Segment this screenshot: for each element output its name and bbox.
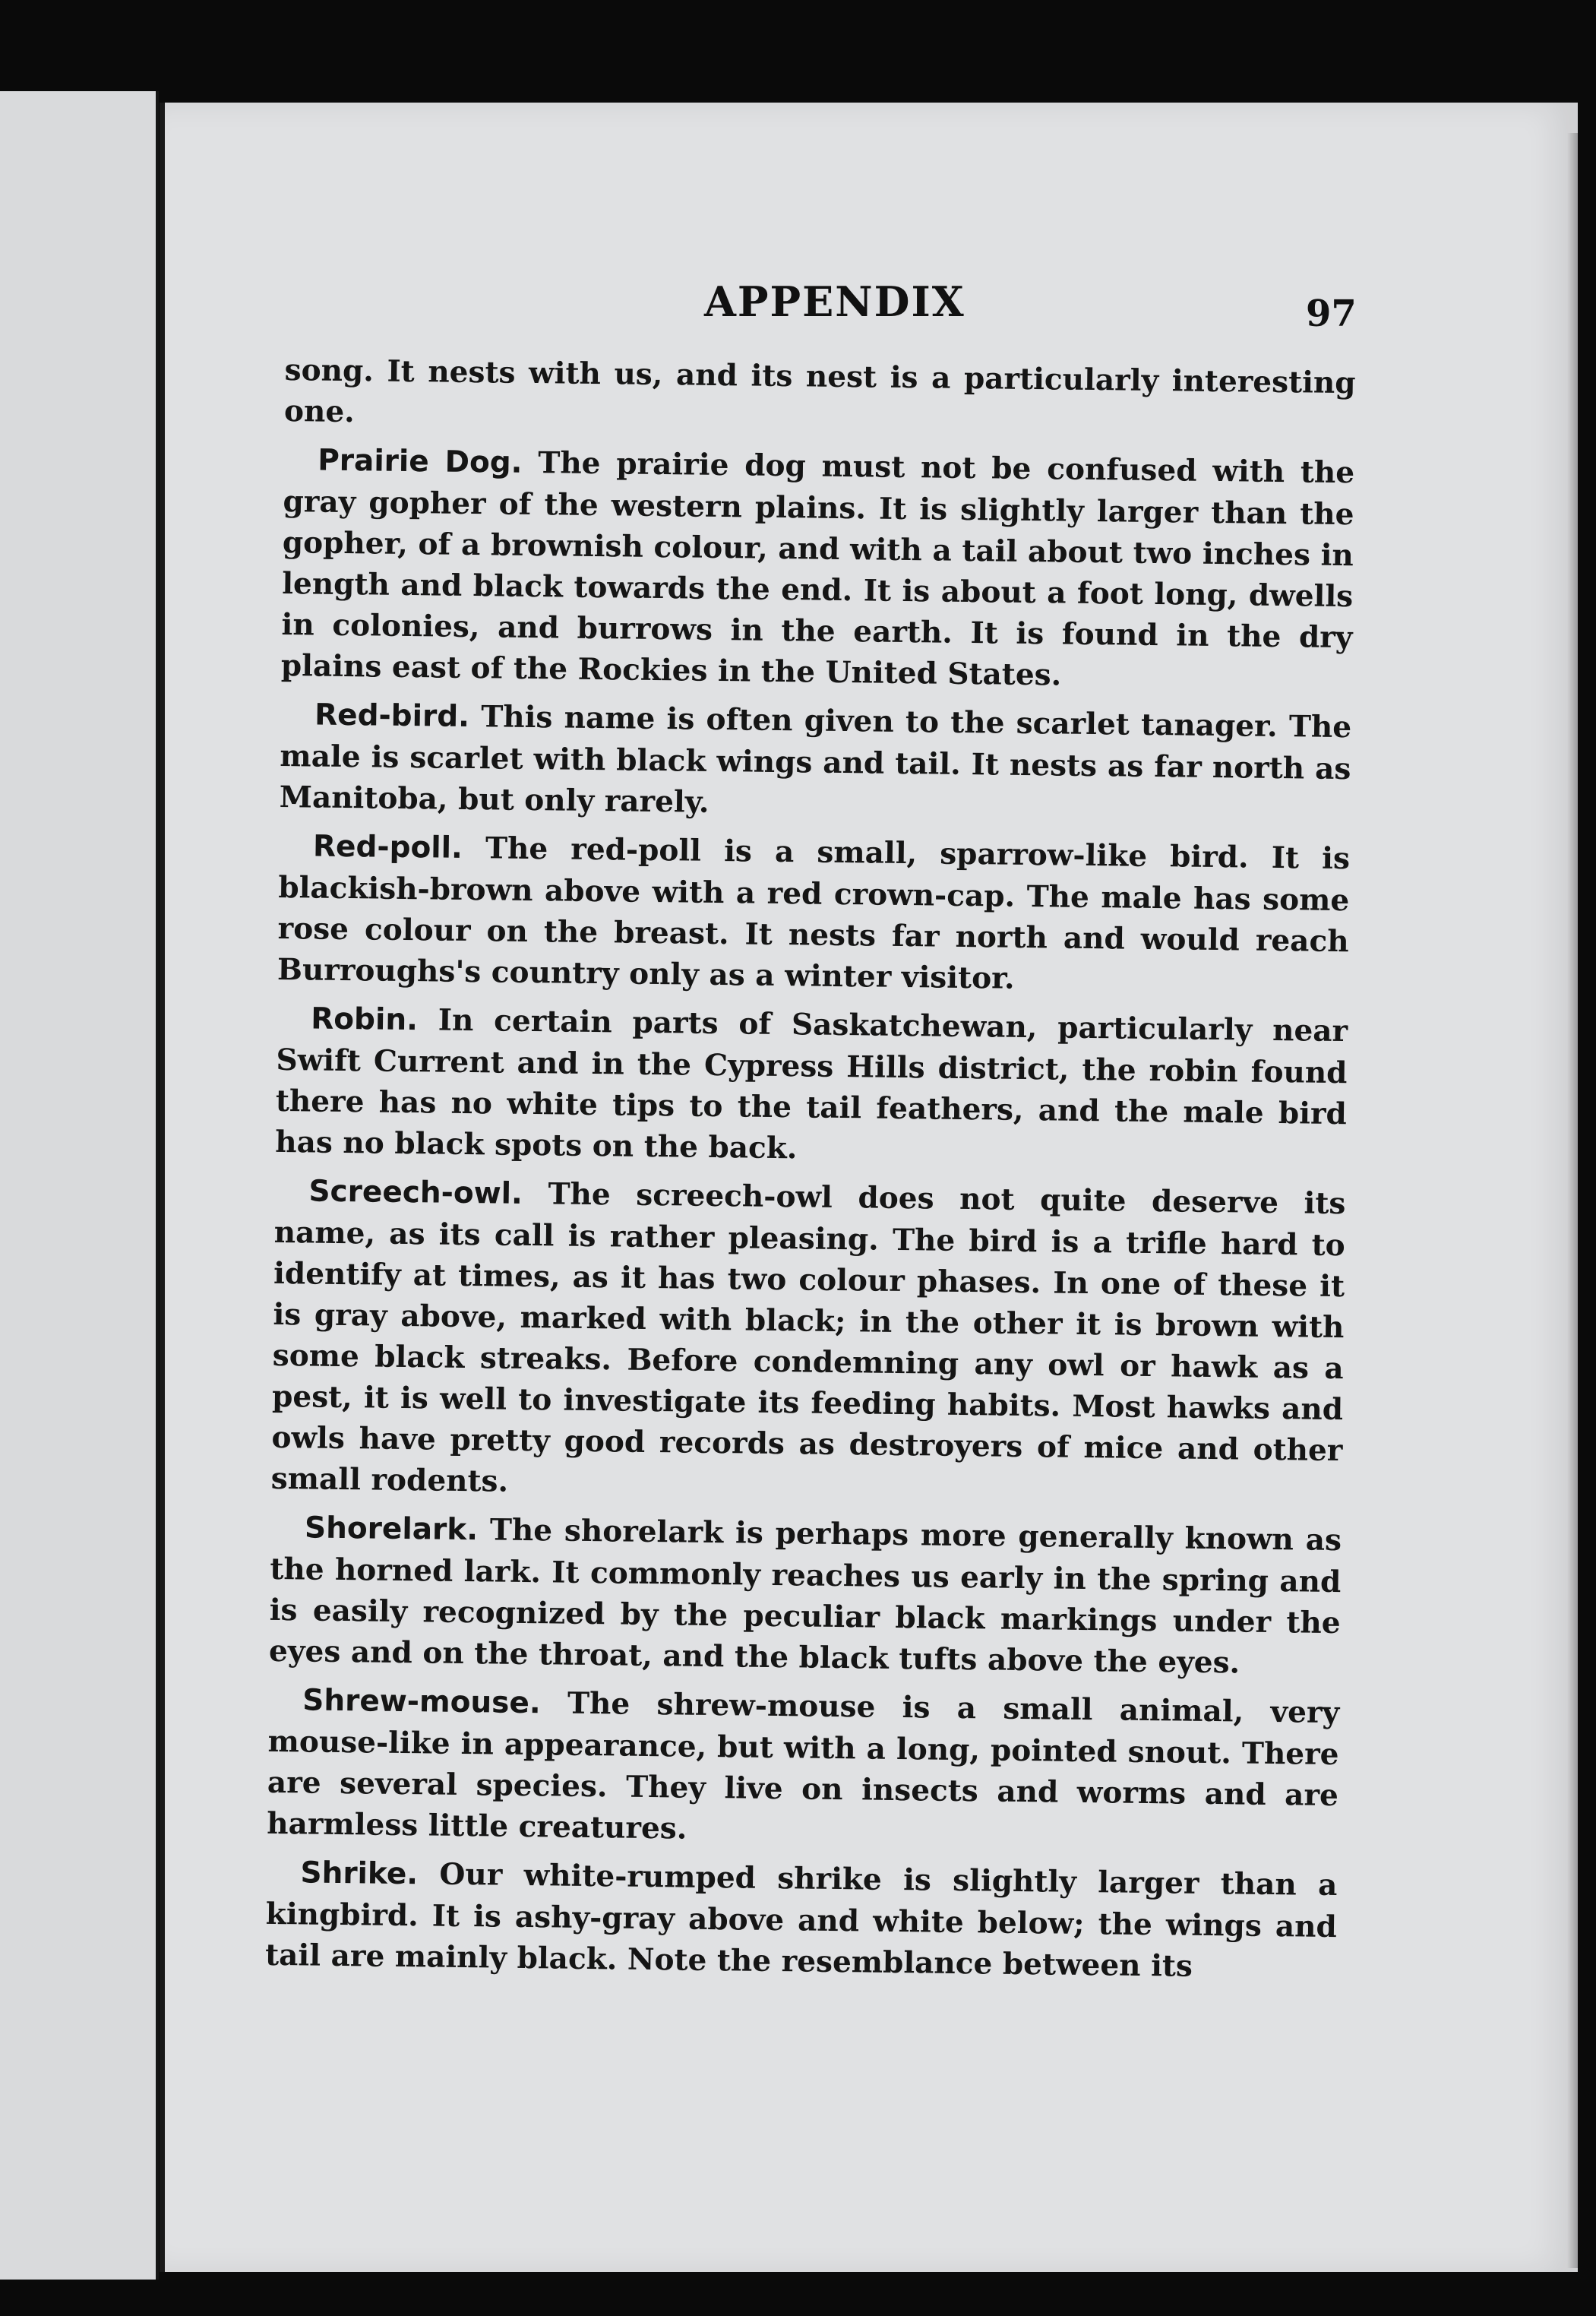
entry-red-poll (277, 825, 1351, 1003)
entry-term: Shrike. (300, 1856, 419, 1892)
entry-robin (275, 998, 1348, 1175)
entry-shorelark (269, 1507, 1342, 1685)
entry-text: The screech-owl does not quite deserve its name, as its call is rather pleasing. The bird is a trifle hard to identify at times, as it has two colour phases. In one of these it is gray above, marked with black; in the other it is brown with some black streaks. Before condemning any owl or hawk as a pest, it is well to investigate its feeding habits. Most hawks and owls have pretty good records as destroyers of mice and other small rodents. (270, 1176, 1346, 1499)
page-edge-shadow (1567, 133, 1578, 2268)
entry-term: Screech-owl. (308, 1174, 523, 1211)
body-text (265, 350, 1356, 1996)
entry-term: Shorelark. (304, 1511, 479, 1548)
continuation-paragraph: song. It nests with us, and its nest is a particularly interesting one. (283, 352, 1356, 430)
entry-term: Prairie Dog. (317, 443, 523, 480)
entry-term: Shrew-mouse. (302, 1683, 541, 1721)
entry-term: Red-bird. (314, 698, 470, 735)
entry-red-bird (279, 694, 1351, 831)
entry-text: The prairie dog must not be confused with the gray gopher of the western plains. It is slightly larger than the gopher, of a brownish colour, and with a tail about two inches in length and black towards the end. It is about a foot long, dwells in colonies, and burrows in the earth. It is found in the dry plains east of the Rockies in the United States. (280, 445, 1355, 693)
book-page (160, 103, 1578, 2272)
entry-shrike (265, 1852, 1338, 1989)
entry-prairie-dog (281, 439, 1355, 699)
entry-text: The red-poll is a small, sparrow-like bird. It is blackish-brown above with a red crown-cap. The male has some rose colour on the breast. It nests far north and would reach Burroughs's country only as a winter visitor. (277, 831, 1351, 996)
entry-term: Robin. (310, 1001, 419, 1038)
entry-screech-owl (271, 1170, 1346, 1512)
entry-text: The shrew-mouse is a small animal, very mouse-like in appearance, but with a long, pointed snout. There are several species. They live on insects and worms and are harmless little creatures. (267, 1685, 1340, 1846)
entry-text: This name is often given to the scarlet tanager. The male is scarlet with black wings and tail. It nests as far north as Manitoba, but only rarely. (279, 699, 1352, 820)
page-number: 97 (1306, 293, 1357, 335)
entry-shrew-mouse (267, 1679, 1340, 1857)
entry-text: Our white-rumped shrike is slightly larger than a kingbird. It is ashy-gray above and white below; the wings and tail are mainly black. Note the resemblance between its (264, 1856, 1338, 1984)
facing-page (0, 91, 159, 2280)
entry-text: In certain parts of Saskatchewan, particularly near Swift Current and in the Cypress Hills district, the robin found there has no white tips to the tail feathers, and the male bird has no black spots on the back. (274, 1002, 1348, 1166)
entry-term: Red-poll. (312, 829, 463, 865)
running-header: APPENDIX (704, 277, 966, 326)
entry-text: The shorelark is perhaps more generally known as the horned lark. It commonly reaches us early in the spring and is easily recognized by the peculiar black markings under the eyes and on the throat, and the black tufts above the eyes. (268, 1512, 1342, 1681)
